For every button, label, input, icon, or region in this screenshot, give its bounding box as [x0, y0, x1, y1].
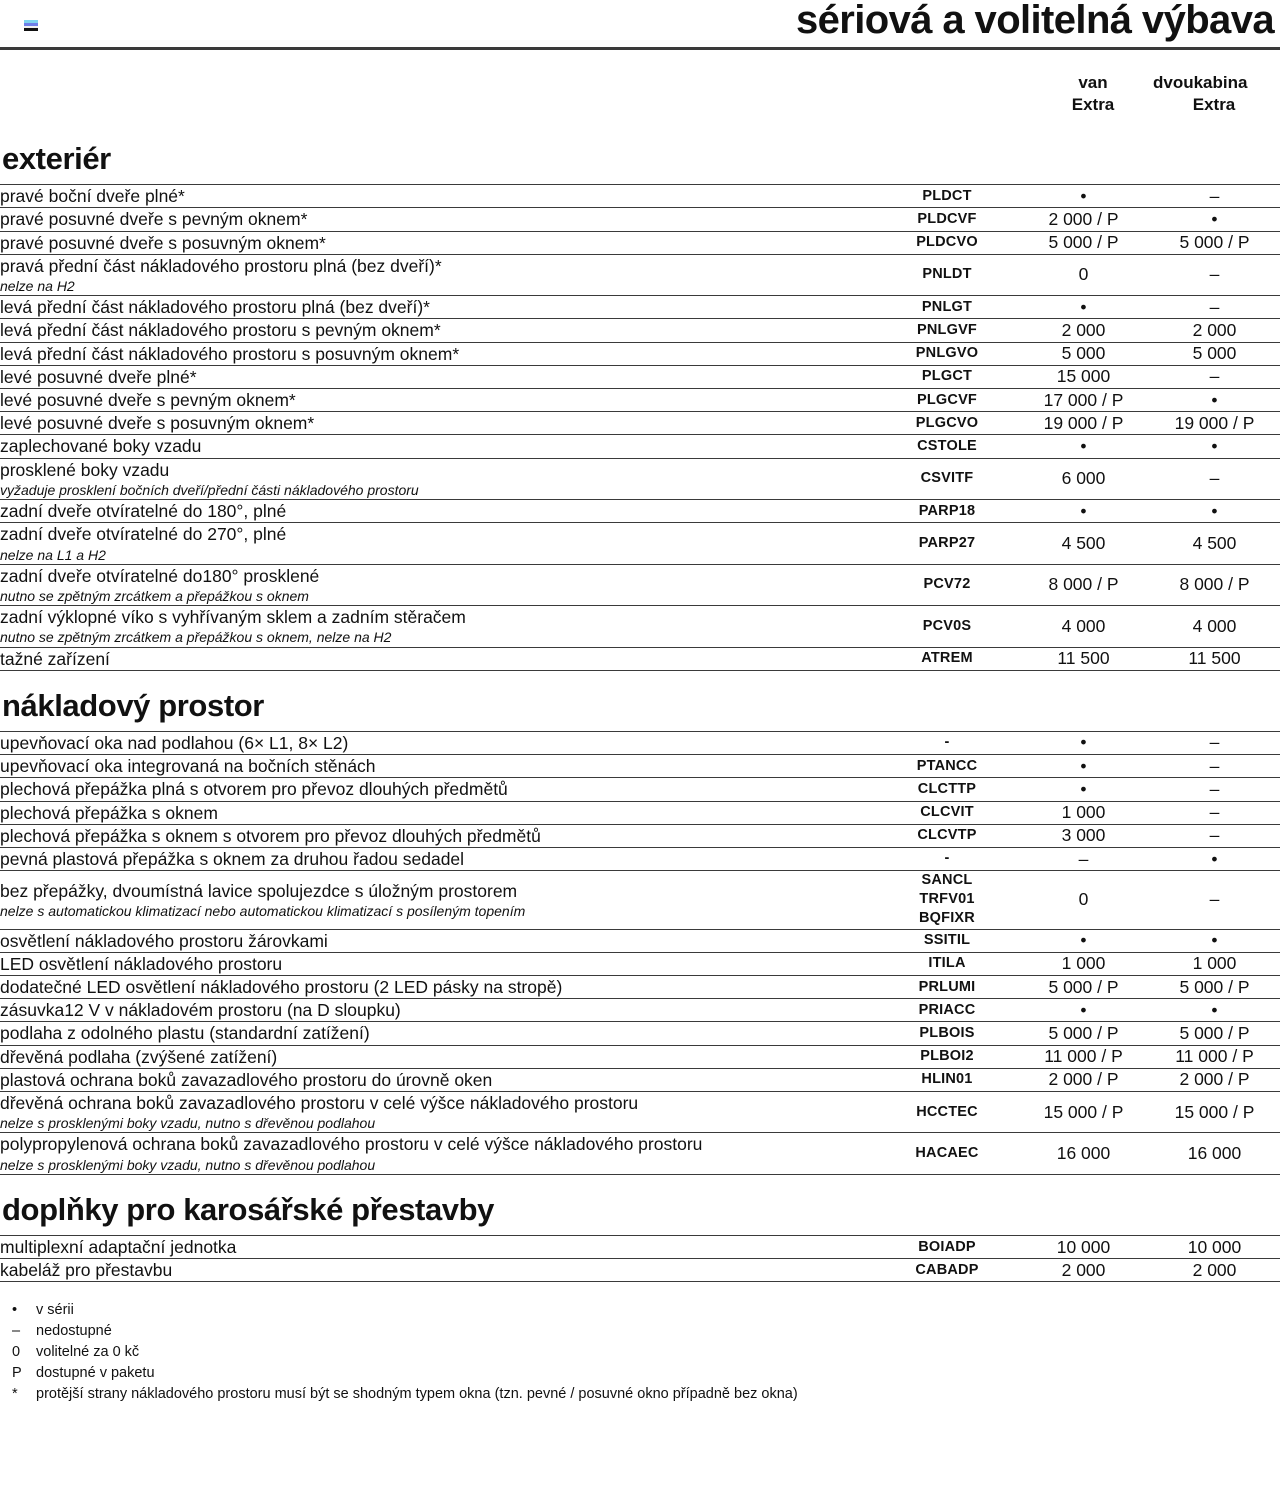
column-header-dvoukabina	[1153, 72, 1280, 116]
row-option-code	[876, 296, 1018, 319]
row-option-code	[876, 1259, 1018, 1282]
row-value-van: 17 000 / P	[1043, 389, 1124, 410]
row-option-code	[876, 952, 1018, 975]
sections-container	[0, 118, 1280, 1282]
table-row	[0, 342, 1280, 365]
row-option-code	[876, 185, 1018, 208]
table-row	[0, 523, 1280, 564]
row-value-van: 1 000	[1061, 953, 1106, 974]
row-value-van: 5 000 / P	[1048, 976, 1119, 997]
section-title: exteriér	[2, 141, 111, 176]
option-code: HCCTEC	[916, 1103, 978, 1120]
row-option-code	[876, 564, 1018, 605]
row-value-dvoukabina: •	[1211, 389, 1218, 410]
row-option-code	[876, 606, 1018, 647]
row-label	[0, 296, 876, 319]
row-value-dvoukabina: –	[1209, 889, 1220, 910]
row-option-code	[876, 389, 1018, 412]
row-label-text: zadní dveře otvíratelné do 270°, plné	[0, 524, 287, 545]
row-option-code	[876, 929, 1018, 952]
option-code: PTANCC	[916, 757, 978, 774]
row-value-dvoukabina: •	[1211, 848, 1218, 869]
row-label	[0, 564, 876, 605]
row-value-van: •	[1080, 732, 1087, 753]
option-code: SSITIL	[923, 932, 971, 949]
section	[0, 1175, 1280, 1283]
legend-text: dostupné v paketu	[36, 1365, 155, 1382]
row-label-text: plechová přepážka plná s otvorem pro převoz dlouhých předmětů	[0, 779, 508, 800]
table-row	[0, 755, 1280, 778]
option-code: PLBOIS	[919, 1024, 975, 1041]
table-row	[0, 458, 1280, 499]
row-label-text: bez přepážky, dvoumístná lavice spolujezdce s úložným prostorem	[0, 880, 518, 901]
row-label	[0, 1133, 876, 1174]
row-option-code	[876, 647, 1018, 670]
row-note: vyžaduje prosklení bočních dveří/přední části nákladového prostoru	[0, 481, 419, 498]
row-label	[0, 1259, 876, 1282]
table-row	[0, 500, 1280, 523]
legend-symbol: –	[12, 1323, 21, 1340]
row-value-van: 2 000	[1061, 1259, 1106, 1280]
row-label-text: kabeláž pro přestavbu	[0, 1260, 173, 1281]
page-title: sériová a volitelná výbava	[795, 0, 1274, 42]
row-option-code	[876, 975, 1018, 998]
row-label	[0, 254, 876, 295]
table-row	[0, 778, 1280, 801]
row-value-van: –	[1078, 848, 1089, 869]
option-code: PRLUMI	[918, 978, 976, 995]
legend-text: v sérii	[36, 1302, 74, 1319]
row-value-van: 15 000	[1056, 366, 1111, 387]
row-value-dvoukabina: –	[1209, 778, 1220, 799]
table-row	[0, 208, 1280, 231]
table-row	[0, 847, 1280, 870]
table-row	[0, 1045, 1280, 1068]
row-value-dvoukabina: 5 000 / P	[1179, 976, 1250, 997]
row-label	[0, 999, 876, 1022]
column-headers	[0, 50, 1280, 118]
option-code: PLGCT	[921, 368, 973, 385]
row-value-van: 3 000	[1061, 825, 1106, 846]
row-option-code	[876, 254, 1018, 295]
row-value-van: 19 000 / P	[1043, 412, 1124, 433]
row-value-dvoukabina: –	[1209, 296, 1220, 317]
row-value-van: 11 500	[1057, 648, 1110, 669]
table-row	[0, 1259, 1280, 1282]
row-label	[0, 871, 876, 929]
row-label-text: zaplechované boky vzadu	[0, 436, 202, 457]
row-value-dvoukabina: 11 500	[1188, 648, 1241, 669]
legend-text: protější strany nákladového prostoru musí být se shodným typem okna (tzn. pevné / posuvné okno případně bez okna)	[36, 1386, 798, 1403]
row-option-code	[876, 847, 1018, 870]
row-label-text: levá přední část nákladového prostoru s pevným oknem*	[0, 320, 441, 341]
row-label	[0, 523, 876, 564]
row-label	[0, 975, 876, 998]
row-label	[0, 1092, 876, 1133]
row-label	[0, 458, 876, 499]
table-row	[0, 871, 1280, 929]
table-row	[0, 1022, 1280, 1045]
row-value-dvoukabina: 2 000 / P	[1179, 1069, 1250, 1090]
row-value-dvoukabina: –	[1209, 732, 1220, 753]
row-value-dvoukabina: •	[1211, 999, 1218, 1020]
row-value-dvoukabina: 4 000	[1192, 615, 1237, 636]
row-value-dvoukabina: 2 000	[1192, 319, 1237, 340]
row-label	[0, 412, 876, 435]
row-value-dvoukabina: •	[1211, 500, 1218, 521]
section	[0, 118, 1280, 671]
table-row	[0, 929, 1280, 952]
option-code: PNLDT	[922, 266, 972, 283]
row-label-text: levé posuvné dveře s posuvným oknem*	[0, 413, 315, 434]
option-code: PARP27	[918, 534, 976, 551]
row-label	[0, 778, 876, 801]
row-label-text: polypropylenová ochrana boků zavazadlového prostoru v celé výšce nákladového prostoru	[0, 1134, 703, 1155]
option-code: CLCVTP	[917, 827, 977, 844]
row-label-text: zadní výklopné víko s vyhřívaným sklem a zadním stěračem	[0, 607, 466, 628]
row-label-text: levá přední část nákladového prostoru plná (bez dveří)*	[0, 297, 430, 318]
row-label-text: dodatečné LED osvětlení nákladového prostoru (2 LED pásky na stropě)	[0, 976, 563, 997]
option-code: PNLGVO	[915, 345, 979, 362]
row-option-code	[876, 1092, 1018, 1133]
table-row	[0, 1092, 1280, 1133]
row-value-dvoukabina: –	[1209, 366, 1220, 387]
table-row	[0, 564, 1280, 605]
row-label	[0, 208, 876, 231]
row-label-text: plechová přepážka s oknem s otvorem pro převoz dlouhých předmětů	[0, 825, 541, 846]
row-value-dvoukabina: –	[1209, 468, 1220, 489]
row-value-dvoukabina: 1 000	[1192, 953, 1237, 974]
row-value-van: 11 000 / P	[1044, 1046, 1123, 1067]
option-code: HACAEC	[915, 1145, 979, 1162]
row-label-text: tažné zařízení	[0, 648, 110, 669]
row-label	[0, 647, 876, 670]
row-value-van: 5 000 / P	[1048, 232, 1119, 253]
row-label	[0, 1045, 876, 1068]
row-option-code	[876, 871, 1018, 929]
table-row	[0, 824, 1280, 847]
table-row	[0, 606, 1280, 647]
row-option-code	[876, 778, 1018, 801]
row-value-dvoukabina: 2 000	[1192, 1259, 1237, 1280]
option-code: -	[944, 734, 950, 751]
row-label-text: upevňovací oka nad podlahou (6× L1, 8× L2)	[0, 732, 349, 753]
row-value-van: •	[1080, 296, 1087, 317]
row-label-text: pravé boční dveře plné*	[0, 186, 185, 207]
row-value-van: •	[1080, 185, 1087, 206]
row-label-text: upevňovací oka integrovaná na bočních stěnách	[0, 756, 376, 777]
table-row	[0, 319, 1280, 342]
table-row	[0, 1235, 1280, 1258]
row-value-van: 16 000	[1056, 1143, 1111, 1164]
legend-item	[2, 1363, 1280, 1384]
row-label	[0, 319, 876, 342]
spec-table	[0, 731, 1280, 1175]
row-value-van: •	[1080, 436, 1087, 457]
table-row	[0, 435, 1280, 458]
row-value-van: 2 000 / P	[1048, 208, 1119, 229]
option-code: CLCTTP	[917, 780, 977, 797]
option-code: PCV0S	[922, 617, 972, 634]
table-row	[0, 999, 1280, 1022]
row-label-text: plastová ochrana boků zavazadlového prostoru do úrovně oken	[0, 1069, 493, 1090]
row-label	[0, 929, 876, 952]
legend-item	[2, 1342, 1280, 1363]
section	[0, 671, 1280, 1175]
column-header-van-line1: van	[1078, 73, 1108, 92]
table-row	[0, 389, 1280, 412]
row-value-dvoukabina: 16 000	[1187, 1143, 1242, 1164]
row-note: nelze s prosklenými boky vzadu, nutno s dřevěnou podlahou	[0, 1115, 376, 1132]
row-value-dvoukabina: –	[1209, 185, 1220, 206]
row-value-van: •	[1080, 999, 1087, 1020]
row-value-dvoukabina: •	[1211, 930, 1218, 951]
row-option-code	[876, 1068, 1018, 1091]
option-code: ATREM	[921, 650, 973, 667]
column-header-dvoukabina-line1: dvoukabina	[1153, 73, 1248, 92]
row-value-dvoukabina: –	[1209, 264, 1220, 285]
table-row	[0, 296, 1280, 319]
row-label-text: osvětlení nákladového prostoru žárovkami	[0, 930, 328, 951]
option-code: CLCVIT	[920, 804, 974, 821]
row-value-van: 15 000 / P	[1043, 1101, 1124, 1122]
row-value-van: 6 000	[1061, 468, 1106, 489]
row-note: nutno se zpětným zrcátkem a přepážkou s oknem, nelze na H2	[0, 629, 392, 646]
row-option-code	[876, 435, 1018, 458]
row-label	[0, 342, 876, 365]
row-value-dvoukabina: 5 000 / P	[1179, 1023, 1250, 1044]
option-code: PLBOI2	[920, 1048, 974, 1065]
table-row	[0, 647, 1280, 670]
row-label	[0, 731, 876, 754]
row-label-text: zadní dveře otvíratelné do180° prosklené	[0, 565, 320, 586]
option-code: PCV72	[923, 576, 971, 593]
row-value-van: 2 000 / P	[1048, 1069, 1119, 1090]
spec-table	[0, 184, 1280, 671]
row-value-dvoukabina: 15 000 / P	[1174, 1101, 1255, 1122]
row-value-dvoukabina: 5 000	[1192, 343, 1237, 364]
row-label-text: levé posuvné dveře s pevným oknem*	[0, 390, 296, 411]
row-option-code	[876, 208, 1018, 231]
row-value-van: •	[1080, 500, 1087, 521]
row-value-dvoukabina: 19 000 / P	[1174, 412, 1255, 433]
row-option-code	[876, 231, 1018, 254]
option-code: CSTOLE	[917, 438, 977, 455]
row-label-text: dřevěná podlaha (zvýšené zatížení)	[0, 1046, 278, 1067]
table-row	[0, 231, 1280, 254]
legend-text: nedostupné	[36, 1323, 112, 1340]
column-header-van	[1019, 72, 1167, 116]
row-label-text: levá přední část nákladového prostoru s posuvným oknem*	[0, 343, 460, 364]
row-value-dvoukabina: 5 000 / P	[1179, 232, 1250, 253]
table-row	[0, 1068, 1280, 1091]
row-value-dvoukabina: 4 500	[1192, 533, 1237, 554]
legend	[0, 1282, 1280, 1405]
option-code: PLDCVF	[917, 210, 977, 227]
table-row	[0, 365, 1280, 388]
row-label	[0, 435, 876, 458]
row-value-dvoukabina: –	[1209, 802, 1220, 823]
row-value-dvoukabina: •	[1211, 436, 1218, 457]
row-label-text: pravé posuvné dveře s posuvným oknem*	[0, 232, 326, 253]
row-value-dvoukabina: •	[1211, 208, 1218, 229]
option-code: PLDCVO	[916, 234, 978, 251]
row-option-code	[876, 824, 1018, 847]
row-value-van: 0	[1078, 889, 1089, 910]
option-code: BOIADP	[918, 1238, 976, 1255]
row-option-code	[876, 999, 1018, 1022]
row-value-dvoukabina: 8 000 / P	[1179, 574, 1250, 595]
row-value-van: 0	[1078, 264, 1089, 285]
column-header-dvoukabina-line2: Extra	[1192, 94, 1236, 114]
row-label-text: plechová přepážka s oknem	[0, 802, 218, 823]
row-value-van: 4 000	[1061, 615, 1106, 636]
row-label-text: multiplexní adaptační jednotka	[0, 1236, 237, 1257]
row-option-code	[876, 342, 1018, 365]
row-label	[0, 231, 876, 254]
option-code: BQFIXR	[919, 910, 975, 927]
row-label	[0, 1068, 876, 1091]
row-label-text: zadní dveře otvíratelné do 180°, plné	[0, 501, 287, 522]
option-code: PARP18	[918, 502, 976, 519]
row-label	[0, 185, 876, 208]
row-label	[0, 755, 876, 778]
row-option-code	[876, 500, 1018, 523]
row-label	[0, 365, 876, 388]
row-value-dvoukabina: 10 000	[1187, 1236, 1242, 1257]
option-code: PNLGT	[921, 298, 973, 315]
row-value-van: 4 500	[1061, 533, 1106, 554]
row-option-code	[876, 1235, 1018, 1258]
row-value-van: •	[1080, 930, 1087, 951]
section-title: nákladový prostor	[2, 687, 264, 723]
option-code: PLGCVF	[916, 391, 977, 408]
row-label	[0, 847, 876, 870]
row-option-code	[876, 755, 1018, 778]
row-value-dvoukabina: 11 000 / P	[1175, 1046, 1254, 1067]
table-row	[0, 801, 1280, 824]
row-note: nelze na H2	[0, 277, 75, 294]
page-header	[0, 0, 1280, 50]
row-label-text: dřevěná ochrana boků zavazadlového prostoru v celé výšce nákladového prostoru	[0, 1093, 639, 1114]
legend-item	[2, 1384, 1280, 1405]
option-code: -	[944, 850, 950, 867]
row-option-code	[876, 458, 1018, 499]
row-option-code	[876, 1022, 1018, 1045]
column-header-van-line2: Extra	[1071, 94, 1115, 114]
option-code: CABADP	[915, 1261, 979, 1278]
row-label-text: pravá přední část nákladového prostoru plná (bez dveří)*	[0, 255, 442, 276]
row-option-code	[876, 731, 1018, 754]
legend-item	[2, 1321, 1280, 1342]
table-row	[0, 952, 1280, 975]
row-label-text: prosklené boky vzadu	[0, 459, 170, 480]
option-code: TRFV01	[919, 891, 975, 908]
row-note: nelze s prosklenými boky vzadu, nutno s dřevěnou podlahou	[0, 1156, 376, 1173]
row-value-van: •	[1080, 778, 1087, 799]
legend-text: volitelné za 0 kč	[36, 1344, 140, 1361]
section-title: doplňky pro karosářské přestavby	[2, 1191, 495, 1227]
legend-symbol: •	[12, 1302, 18, 1319]
row-option-code	[876, 319, 1018, 342]
row-note: nelze s automatickou klimatizací nebo automatickou klimatizací s posíleným topením	[0, 902, 526, 919]
row-option-code	[876, 412, 1018, 435]
row-value-van: 5 000 / P	[1048, 1023, 1119, 1044]
option-code: CSVITF	[920, 470, 974, 487]
row-option-code	[876, 1133, 1018, 1174]
row-value-van: 2 000	[1061, 319, 1106, 340]
row-value-van: 1 000	[1061, 802, 1106, 823]
option-code: PLGCVO	[915, 414, 979, 431]
row-label	[0, 1235, 876, 1258]
table-row	[0, 412, 1280, 435]
table-row	[0, 731, 1280, 754]
row-label	[0, 952, 876, 975]
row-value-dvoukabina: –	[1209, 755, 1220, 776]
row-label-text: pravé posuvné dveře s pevným oknem*	[0, 209, 308, 230]
row-value-van: 8 000 / P	[1048, 574, 1119, 595]
legend-symbol: 0	[12, 1344, 21, 1361]
row-label-text: LED osvětlení nákladového prostoru	[0, 953, 283, 974]
spec-table	[0, 1235, 1280, 1282]
row-label-text: pevná plastová přepážka s oknem za druhou řadou sedadel	[0, 848, 465, 869]
flag-icon	[24, 20, 38, 31]
option-code: HLIN01	[921, 1071, 973, 1088]
row-note: nelze na L1 a H2	[0, 546, 106, 563]
table-row	[0, 975, 1280, 998]
row-label	[0, 801, 876, 824]
row-value-van: 5 000	[1061, 343, 1106, 364]
row-label-text: zásuvka12 V v nákladovém prostoru (na D sloupku)	[0, 1000, 401, 1021]
row-value-dvoukabina: –	[1209, 825, 1220, 846]
row-label	[0, 824, 876, 847]
option-code: PRIACC	[918, 1001, 976, 1018]
row-label	[0, 389, 876, 412]
row-label-text: levé posuvné dveře plné*	[0, 366, 197, 387]
row-option-code	[876, 1045, 1018, 1068]
row-label	[0, 606, 876, 647]
row-value-van: 10 000	[1056, 1236, 1111, 1257]
option-code: SANCL	[921, 872, 973, 889]
row-label	[0, 1022, 876, 1045]
row-label-text: podlaha z odolného plastu (standardní zatížení)	[0, 1023, 370, 1044]
row-option-code	[876, 365, 1018, 388]
row-note: nutno se zpětným zrcátkem a přepážkou s oknem	[0, 587, 309, 604]
option-code: PNLGVF	[916, 321, 977, 338]
row-option-code	[876, 801, 1018, 824]
option-code: ITILA	[928, 955, 966, 972]
option-code: PLDCT	[922, 187, 972, 204]
table-row	[0, 1133, 1280, 1174]
row-option-code	[876, 523, 1018, 564]
legend-symbol: P	[12, 1365, 22, 1382]
legend-symbol: *	[12, 1386, 18, 1403]
row-label	[0, 500, 876, 523]
row-value-van: •	[1080, 755, 1087, 776]
table-row	[0, 254, 1280, 295]
table-row	[0, 185, 1280, 208]
legend-item	[2, 1300, 1280, 1321]
